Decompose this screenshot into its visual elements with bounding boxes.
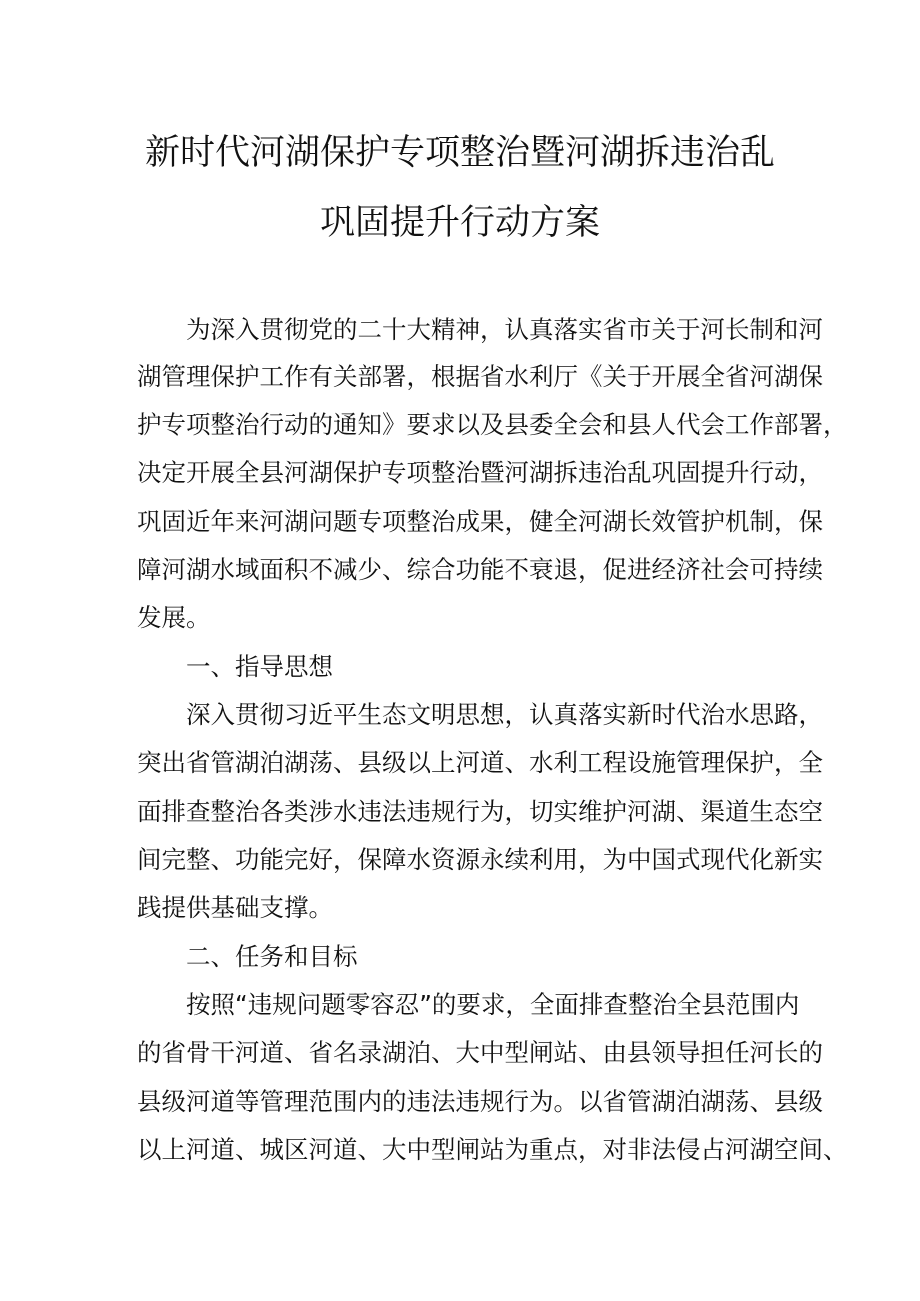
paragraph-line: 突出省管湖泊湖荡、县级以上河道、水利工程设施管理保护，全 xyxy=(137,748,823,777)
paragraph-line: 决定开展全县河湖保护专项整治暨河湖拆违治乱巩固提升行动， xyxy=(137,458,823,487)
paragraph-line: 间完整、功能完好，保障水资源永续利用，为中国式现代化新实 xyxy=(137,845,823,874)
paragraph-line: 县级河道等管理范围内的违法违规行为。以省管湖泊湖荡、县级 xyxy=(137,1087,823,1116)
paragraph-line: 巩固近年来河湖问题专项整治成果，健全河湖长效管护机制，保 xyxy=(137,507,823,536)
paragraph-line: 湖管理保护工作有关部署，根据省水利厅《关于开展全省河湖保 xyxy=(137,362,823,391)
paragraph-line: 的省骨干河道、省名录湖泊、大中型闸站、由县领导担任河长的 xyxy=(137,1038,823,1067)
paragraph-line: 按照“违规问题零容忍”的要求，全面排查整治全县范围内 xyxy=(186,990,800,1019)
paragraph-line: 践提供基础支撑。 xyxy=(137,893,333,922)
paragraph-line: 障河湖水域面积不减少、综合功能不衰退，促进经济社会可持续 xyxy=(137,555,823,584)
section-heading: 一、指导思想 xyxy=(186,652,333,681)
paragraph-line: 发展。 xyxy=(137,603,211,632)
paragraph-line: 为深入贯彻党的二十大精神，认真落实省市关于河长制和河 xyxy=(186,315,823,344)
document-title-line-2: 巩固提升行动方案 xyxy=(319,203,600,243)
document-title-line-1: 新时代河湖保护专项整治暨河湖拆违治乱 xyxy=(144,133,775,173)
paragraph-line: 面排查整治各类涉水违法违规行为，切实维护河湖、渠道生态空 xyxy=(137,797,823,826)
paragraph-line: 深入贯彻习近平生态文明思想，认真落实新时代治水思路， xyxy=(186,700,823,729)
paragraph-line: 护专项整治行动的通知》要求以及县委全会和县人代会工作部署， xyxy=(137,410,848,439)
section-heading: 二、任务和目标 xyxy=(186,942,358,971)
paragraph-line: 以上河道、城区河道、大中型闸站为重点，对非法侵占河湖空间、 xyxy=(137,1135,848,1164)
